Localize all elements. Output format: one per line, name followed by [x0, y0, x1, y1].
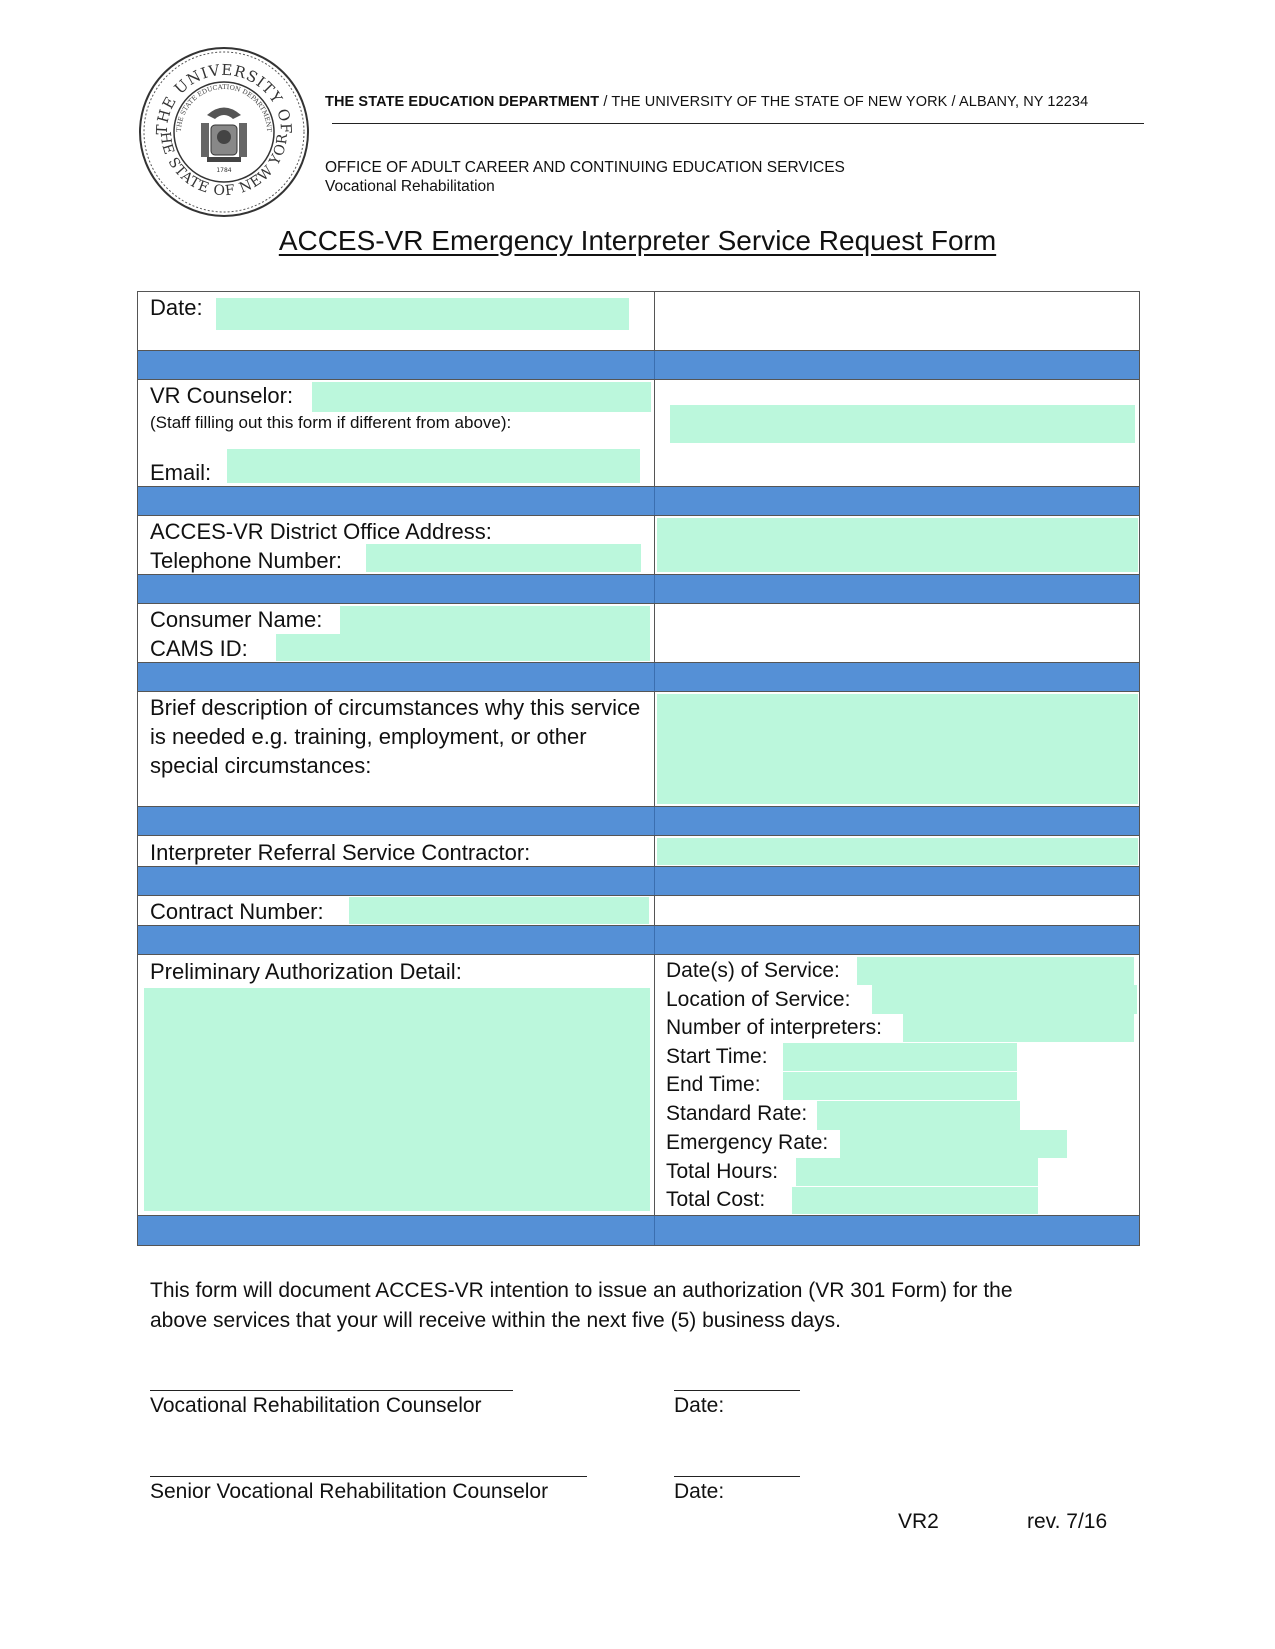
emergency-rate-field[interactable] — [840, 1130, 1067, 1158]
dates-of-service-field[interactable] — [857, 957, 1134, 985]
signature-line[interactable] — [150, 1390, 513, 1391]
separator-bar — [138, 350, 1139, 379]
consumer-field[interactable] — [340, 606, 650, 634]
contract-number-label: Contract Number: — [150, 899, 324, 924]
office-block — [325, 158, 845, 196]
revision: rev. 7/16 — [1027, 1510, 1108, 1533]
counselor-signature-label: Vocational Rehabilitation Counselor — [150, 1394, 482, 1417]
cams-label: CAMS ID: — [150, 636, 248, 661]
counselor-date-label: Date: — [674, 1394, 725, 1417]
senior-signature-label: Senior Vocational Rehabilitation Counselor — [150, 1480, 549, 1503]
prelim-field[interactable] — [144, 988, 650, 1211]
description-field[interactable] — [657, 694, 1138, 804]
form-id: VR2 — [898, 1510, 939, 1533]
district-label: ACCES-VR District Office Address: — [150, 519, 492, 544]
seal-bottom-text: HE STATE OF NEW YOR — [156, 131, 292, 200]
district-field[interactable] — [657, 518, 1138, 572]
start-time-label: Start Time: — [666, 1045, 768, 1068]
svg-text:THE STATE EDUCATION DEPARTMENT: THE STATE EDUCATION DEPARTMENT — [174, 82, 274, 133]
separator-bar — [138, 866, 1139, 895]
start-time-field[interactable] — [783, 1043, 1017, 1071]
end-time-field[interactable] — [783, 1072, 1017, 1100]
total-hours-field[interactable] — [796, 1158, 1038, 1186]
division-name: Vocational Rehabilitation — [325, 178, 495, 195]
contractor-label: Interpreter Referral Service Contractor: — [150, 840, 531, 865]
telephone-label: Telephone Number: — [150, 548, 343, 573]
signature-line[interactable] — [150, 1476, 587, 1477]
state-seal — [137, 45, 311, 219]
separator-bar — [138, 1215, 1139, 1245]
description-label: Brief description of circumstances why this service is needed e.g. training, employment, or other special circumstances: — [150, 695, 641, 778]
separator-bar — [138, 486, 1139, 515]
counselor-label: VR Counselor: — [150, 383, 294, 408]
svg-text:1784: 1784 — [216, 167, 232, 174]
counselor-field[interactable] — [312, 382, 651, 412]
header-rule — [332, 123, 1144, 124]
department-line: THE STATE EDUCATION DEPARTMENT / THE UNIVERSITY OF THE STATE OF NEW YORK / ALBANY, NY 12234 — [325, 94, 1089, 110]
date-field[interactable] — [216, 298, 629, 330]
office-name: OFFICE OF ADULT CAREER AND CONTINUING EDUCATION SERVICES — [325, 159, 845, 176]
contract-number-field[interactable] — [349, 897, 649, 924]
date-label: Date: — [150, 295, 203, 320]
staff-field[interactable] — [670, 405, 1135, 443]
location-label: Location of Service: — [666, 988, 851, 1011]
standard-rate-label: Standard Rate: — [666, 1102, 808, 1125]
emergency-rate-label: Emergency Rate: — [666, 1131, 829, 1154]
separator-bar — [138, 925, 1139, 954]
separator-bar — [138, 806, 1139, 835]
total-cost-field[interactable] — [792, 1187, 1038, 1214]
staff-note: (Staff filling out this form if different from above): — [150, 413, 512, 432]
signature-date-line[interactable] — [674, 1390, 800, 1391]
email-field[interactable] — [227, 449, 640, 483]
telephone-field[interactable] — [366, 544, 641, 572]
senior-date-label: Date: — [674, 1480, 725, 1503]
end-time-label: End Time: — [666, 1073, 761, 1096]
contractor-field[interactable] — [657, 838, 1138, 865]
separator-bar — [138, 574, 1139, 603]
seal-top-text: THE UNIVERSITY OF — [152, 60, 296, 136]
form-title: ACCES-VR Emergency Interpreter Service Request Form — [278, 225, 997, 256]
prelim-label: Preliminary Authorization Detail: — [150, 959, 462, 984]
column-divider — [654, 291, 655, 1246]
standard-rate-field[interactable] — [817, 1101, 1020, 1130]
notice-paragraph: This form will document ACCES-VR intention to issue an authorization (VR 301 Form) for the above services that your will receive within the next five (5) business days. — [150, 1279, 1013, 1332]
dates-of-service-label: Date(s) of Service: — [666, 959, 840, 982]
separator-bar — [138, 662, 1139, 691]
consumer-label: Consumer Name: — [150, 607, 323, 632]
location-field[interactable] — [872, 985, 1137, 1014]
total-hours-label: Total Hours: — [666, 1160, 779, 1183]
signature-date-line[interactable] — [674, 1476, 800, 1477]
interpreters-field[interactable] — [903, 1014, 1134, 1042]
cams-field[interactable] — [276, 634, 650, 661]
interpreters-label: Number of interpreters: — [666, 1016, 882, 1039]
email-label: Email: — [150, 460, 212, 485]
total-cost-label: Total Cost: — [666, 1188, 766, 1211]
